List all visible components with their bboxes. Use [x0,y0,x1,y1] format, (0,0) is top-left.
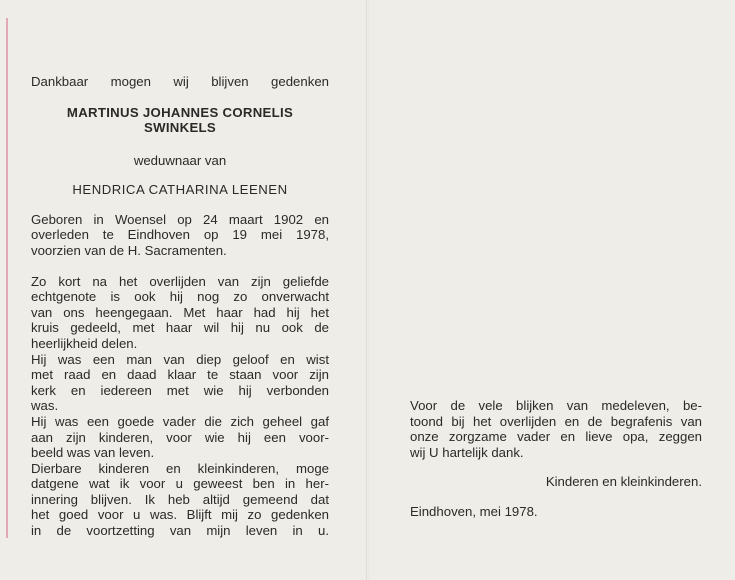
text-line: Hij was een goede vader die zich geheel gaf [31,413,329,429]
text-line: Zo kort na het overlijden van zijn geliefde [31,273,329,289]
text-line: kruis gedeeld, met haar wil hij nu ook de [31,320,329,336]
text-line: met raad en daad klaar te staan voor zijn [31,367,329,383]
text-line: innering blijven. Ik heb altijd gemeend dat [31,491,329,507]
thanks-line: Voor de vele blijken van medeleven, be- [410,398,702,413]
text-line: was. [31,398,59,414]
right-panel [410,398,702,520]
text-line: heerlijkheid delen. [31,335,138,351]
deceased-name-line1: MARTINUS JOHANNES CORNELIS [66,104,294,120]
text-line: in de voortzetting van mijn leven in u. [31,523,329,539]
text-line: datgene wat ik voor u geweest ben in her- [31,476,329,492]
thanks-line: onze zorgzame vader en lieve opa, zeggen [410,429,702,445]
text-line: echtgenote is ook hij nog zo onverwacht [31,289,329,305]
widow-of-label: weduwnaar van [133,152,227,168]
text-line: van ons heengegaan. Met haar had hij het [31,304,329,320]
text-line: kerk en iedereen met wie hij verbonden [31,382,329,398]
thanks-line: toond bij het overlijden en de begrafenis van [410,413,702,429]
birth-death-paragraph [31,212,329,259]
birth-line: Geboren in Woensel op 24 maart 1902 en [31,211,329,227]
opening-line: Dankbaar mogen wij blijven gedenken [31,74,329,89]
text-line: beeld was van leven. [31,445,155,461]
memorial-text [31,274,329,539]
text-line: Dierbare kinderen en kleinkinderen, moge [31,460,329,476]
sacraments-line: voorzien van de H. Sacramenten. [31,242,227,258]
spouse-name: HENDRICA CATHARINA LEENEN [72,182,288,198]
card-fold [366,0,369,580]
death-line: overleden te Eindhoven op 19 mei 1978, [31,227,329,243]
deceased-name [31,105,329,135]
deceased-name-line2: SWINKELS [143,119,216,135]
thanks-paragraph [410,398,702,460]
text-line: het goed voor u was. Blijft mij zo gedenken [31,507,329,523]
left-panel [31,74,329,539]
text-line: Hij was een man van diep geloof en wist [31,351,329,367]
signature: Kinderen en kleinkinderen. [545,474,702,490]
thanks-line: wij U hartelijk dank. [410,444,524,460]
place-date: Eindhoven, mei 1978. [410,503,538,519]
pink-edge-stripe [6,18,8,538]
text-line: aan zijn kinderen, voor wie hij een voor- [31,429,329,445]
